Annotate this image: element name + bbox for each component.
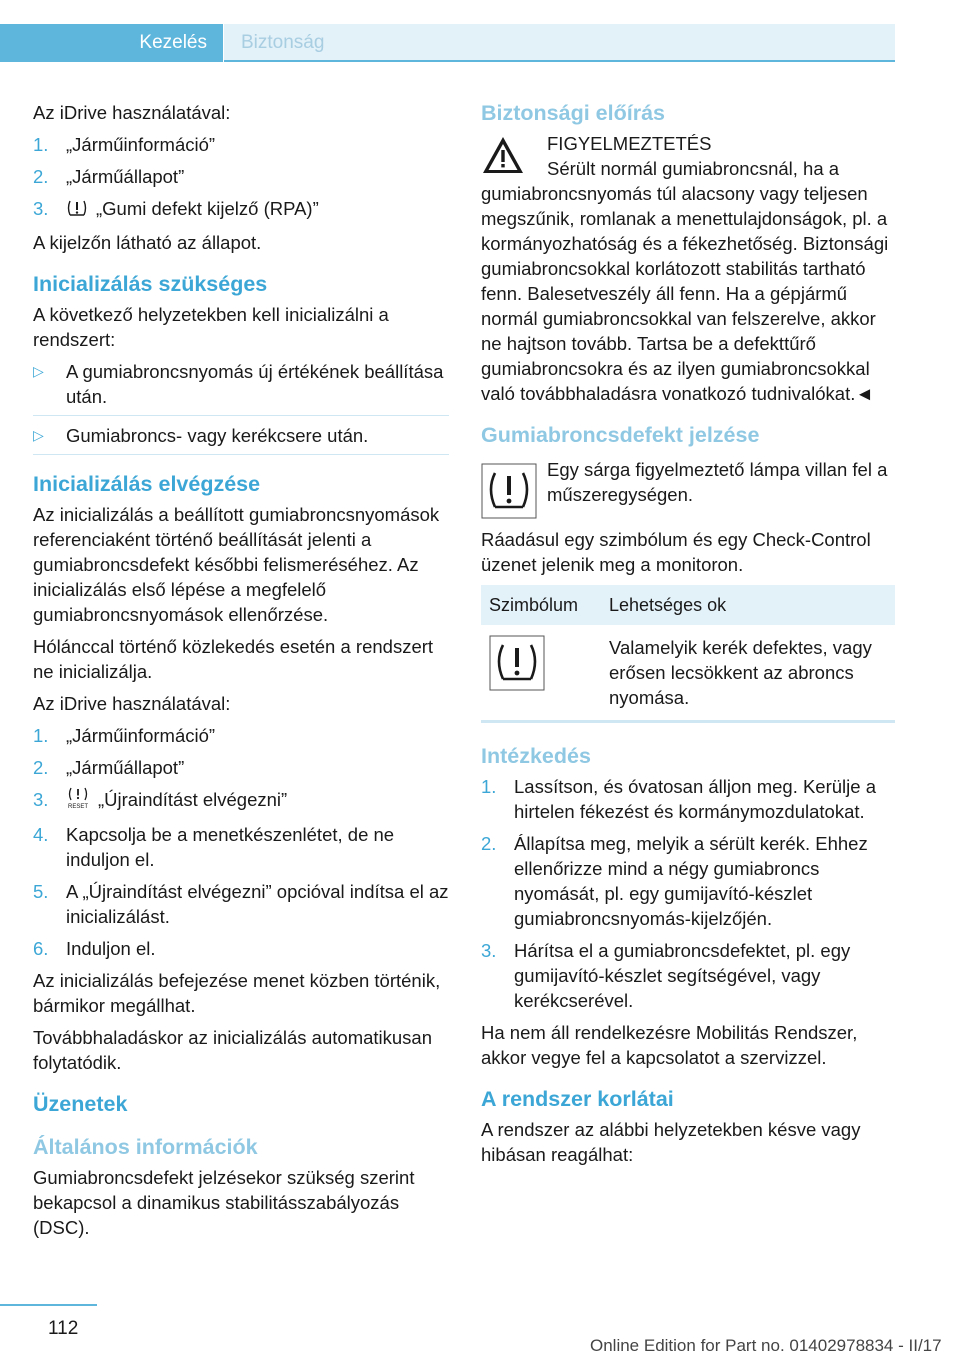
general-info-text: Gumiabroncsdefekt jelzésekor szükség szerint bekapcsol a dinamikus stabilitásszabályozás (DSC). (33, 1166, 415, 1238)
cause-cell: Valamelyik kerék defektes, vagy erősen lecsökkent az abroncs nyomása. (601, 625, 895, 722)
page-number: 112 (48, 1318, 79, 1339)
safety-title: Biztonsági előírás (481, 101, 665, 125)
step-number: 4. (33, 823, 49, 845)
defect-title: Gumiabroncsdefekt jelzése (481, 423, 760, 447)
left-column (33, 100, 449, 1247)
step-text: Lassítson, és óvatosan álljon meg. Kerülje a hirtelen fékezést és kormánymozdulatokat. (514, 776, 876, 822)
warning-text (481, 156, 897, 406)
reset-label: RESET (67, 803, 89, 809)
list-item (481, 831, 897, 931)
list-item (33, 879, 449, 929)
list-item (33, 723, 449, 748)
warning-block (481, 131, 897, 181)
step-text: „Újraindítást elvégezni” (98, 788, 288, 810)
list-item (33, 359, 449, 416)
tire-pressure-icon (66, 198, 88, 223)
table-header-row (481, 585, 895, 625)
step-number: 3. (33, 198, 49, 219)
idrive-intro: Az iDrive használatával: (33, 102, 231, 123)
step-number: 1. (481, 776, 497, 797)
step-number: 5. (33, 880, 49, 902)
tire-pressure-warning-icon (481, 463, 537, 525)
defect-monitor-text: Ráadásul egy szimbólum és egy Check-Control üzenet jelenik meg a monitoron. (481, 529, 871, 575)
header-bar (0, 24, 895, 62)
list-item (481, 774, 897, 824)
step-text: A „Újraindítást elvégezni” opcióval indítsa el az inicializálást. (66, 880, 449, 927)
step-text: Hárítsa el a gumiabroncsdefektet, pl. egy gumijavító-készlet segítségével, vagy kerékcserével. (514, 940, 851, 1011)
list-item (481, 938, 897, 1013)
step-text: Állapítsa meg, melyik a sérült kerék. Ehhez ellenőrizze mind a négy gumiabroncs nyomását, pl. egy gumijavító-készlet gumiabroncsnyomás-kijelzőjén. (514, 833, 868, 929)
step-text: Induljon el. (66, 937, 156, 959)
triangle-bullet-icon: ▷ (33, 426, 44, 443)
init-do-text: Az inicializálás a beállított gumiabroncsnyomások referenciaként történő beállítását jelenti a gumiabroncsdefekt későbbi felismeréséhez. Az inicializálás első lépése a megfelelő gumiabroncsnyomások ellenőrzése. (33, 503, 440, 625)
list-item-text: Gumiabroncs- vagy kerékcsere után. (66, 424, 369, 446)
limits-text: A rendszer az alábbi helyzetekben késve vagy hibásan reagálhat: (481, 1119, 861, 1165)
tire-reset-icon (66, 787, 90, 815)
tab-biztonsag[interactable]: Biztonság (224, 24, 895, 60)
status-text: A kijelzőn látható az állapot. (33, 231, 262, 253)
list-item (33, 132, 449, 157)
tire-pressure-symbol-icon (489, 635, 545, 691)
list-item (33, 755, 449, 780)
list-item (33, 787, 449, 815)
defect-lamp-block (481, 457, 897, 507)
snow-chain-text: Hólánccal történő közlekedés esetén a rendszert ne inicializálja. (33, 635, 434, 682)
general-info-title: Általános információk (33, 1134, 258, 1159)
step-number: 2. (481, 833, 497, 854)
messages-title: Üzenetek (33, 1091, 128, 1116)
init-needed-title: Inicializálás szükséges (33, 271, 268, 296)
finish-text: Az inicializálás befejezése menet közben történik, bármikor megállhat. (33, 969, 441, 1016)
right-column (481, 100, 897, 1174)
list-item (33, 196, 449, 223)
step-text: Kapcsolja be a menetkészenlétet, de ne induljon el. (66, 823, 395, 870)
step-number: 2. (33, 756, 49, 778)
step-text: „Járműinformáció” (66, 134, 216, 155)
step-number: 2. (33, 166, 49, 187)
measures-title: Intézkedés (481, 744, 591, 768)
symbol-table (481, 585, 895, 723)
table-row (481, 625, 895, 722)
steps-list-1 (33, 132, 449, 223)
tab-kezeles[interactable]: Kezelés (0, 24, 223, 62)
list-item-text: A gumiabroncsnyomás új értékének beállítása után. (66, 360, 444, 407)
defect-lamp-text: Egy sárga figyelmeztető lámpa villan fel a műszeregységen. (547, 459, 888, 505)
triangle-bullet-icon: ▷ (33, 362, 44, 379)
list-item (33, 423, 449, 455)
step-text: „Járműinformáció” (66, 724, 216, 746)
step-text: „Gumi defekt kijelző (RPA)” (96, 198, 319, 219)
footer-divider (0, 1304, 97, 1306)
step-number: 3. (33, 788, 49, 810)
idrive-intro-2: Az iDrive használatával: (33, 692, 231, 714)
list-item (33, 164, 449, 189)
steps-list-2 (33, 723, 449, 961)
symbol-cell (481, 625, 601, 722)
edition-text: Online Edition for Part no. 01402978834 - II/17 (590, 1336, 942, 1355)
measures-list (481, 774, 897, 1013)
step-number: 3. (481, 940, 497, 961)
continue-text: Továbbhaladáskor az inicializálás automatikusan folytatódik. (33, 1026, 433, 1073)
step-text: „Járműállapot” (66, 756, 185, 778)
step-number: 1. (33, 134, 49, 155)
list-item (33, 822, 449, 872)
warning-label: FIGYELMEZTETÉS (547, 133, 712, 154)
init-needed-list (33, 359, 449, 455)
step-text: „Járműállapot” (66, 166, 185, 187)
col-symbol-header: Szimbólum (481, 585, 601, 625)
list-item (33, 936, 449, 961)
header-divider (224, 60, 895, 62)
init-do-title: Inicializálás elvégzése (33, 471, 261, 496)
limits-title: A rendszer korlátai (481, 1087, 674, 1111)
init-needed-text: A következő helyzetekben kell inicializálni a rendszert: (33, 303, 389, 350)
step-number: 6. (33, 937, 49, 959)
warning-triangle-icon (481, 135, 525, 181)
mobility-text: Ha nem áll rendelkezésre Mobilitás Rendszer, akkor vegye fel a kapcsolatot a szervizzel. (481, 1022, 858, 1068)
warning-text-content: Sérült normál gumiabroncsnál, ha a gumiabroncsnyomás túl alacsony vagy teljesen megszűnik, romlanak a menettulajdonságok, pl. a kormányozhatóság és a fékezhetőség. Biztonsági gumiabroncsokkal korlátozott stabilitás tartható fenn. Balesetveszély áll fenn. Ha a gépjármű normál gumiabroncsokkal van felszerelve, akkor ne hajtson tovább. Tartsa be a defekttűrő gumiabroncsokra és az ilyen gumiabroncsokkal való továbbhaladásra vonatkozó tudnivalókat.◄ (481, 158, 889, 404)
step-number: 1. (33, 724, 49, 746)
col-cause-header: Lehetséges ok (601, 585, 895, 625)
